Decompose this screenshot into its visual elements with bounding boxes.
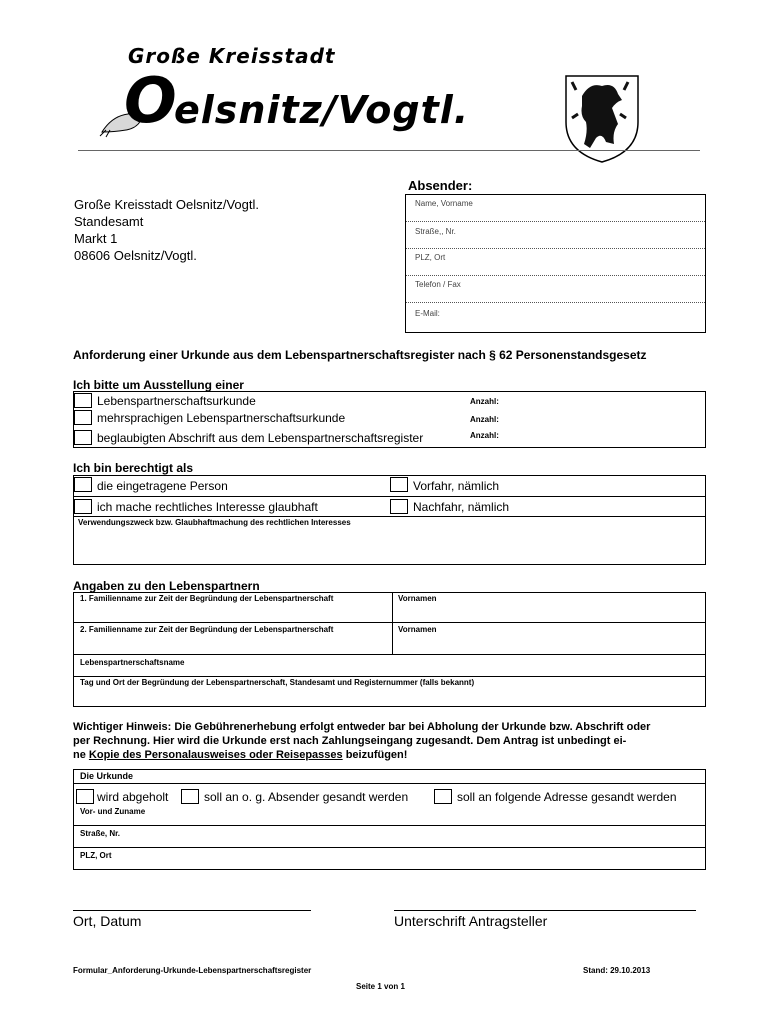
partner2-firstname-input[interactable] <box>398 636 698 651</box>
important-notice <box>73 720 706 762</box>
partner1-surname-input[interactable] <box>80 605 385 620</box>
partnership-name-label: Lebenspartnerschaftsname <box>80 658 185 667</box>
partners-heading: Angaben zu den Lebenspartnern <box>73 579 260 593</box>
logo-initial: O <box>124 64 177 137</box>
delivery-name-input[interactable] <box>170 806 700 822</box>
sender-street-input[interactable] <box>490 225 700 245</box>
place-date-input[interactable] <box>73 890 311 908</box>
id-copy-notice: Kopie des Personalausweises oder Reisepasses <box>88 749 343 761</box>
partner1-firstname-input[interactable] <box>398 605 698 620</box>
request-heading: Ich bitte um Ausstellung einer <box>73 378 244 392</box>
partner1-firstname-label: Vornamen <box>398 594 437 603</box>
partner1-surname-label: 1. Familienname zur Zeit der Begründung der Lebenspartnerschaft <box>80 594 334 603</box>
sender-city-label: PLZ, Ort <box>415 253 446 262</box>
entitlement-option: ich mache rechtliches Interesse glaubhaft <box>97 500 318 514</box>
delivery-street-label: Straße, Nr. <box>80 829 121 838</box>
sender-email-input[interactable] <box>490 306 700 326</box>
request-checkbox[interactable] <box>74 410 92 425</box>
footer-page: Seite 1 von 1 <box>356 982 405 991</box>
recipient-address <box>74 196 259 264</box>
delivery-city-label: PLZ, Ort <box>80 851 112 860</box>
footer-date: Stand: 29.10.2013 <box>583 966 651 975</box>
entitlement-heading: Ich bin berechtigt als <box>73 461 194 475</box>
sender-name-label: Name, Vorname <box>415 199 473 208</box>
delivery-checkbox[interactable] <box>434 789 452 804</box>
recipient-line: Markt 1 <box>74 231 118 246</box>
entitlement-option: die eingetragene Person <box>97 479 228 493</box>
recipient-line: Standesamt <box>74 214 144 229</box>
header-rule <box>78 150 700 151</box>
entitlement-option: Nachfahr, nämlich <box>413 500 510 514</box>
notice-line: Wichtiger Hinweis: Die Gebührenerhebung erfolgt entweder bar bei Abholung der Urkunde bzw. Abschrift oder <box>73 721 651 733</box>
recipient-line: Große Kreisstadt Oelsnitz/Vogtl. <box>74 197 259 212</box>
signature-label: Unterschrift Antragsteller <box>394 913 548 929</box>
delivery-option: soll an o. g. Absender gesandt werden <box>204 790 409 804</box>
delivery-city-input[interactable] <box>170 850 700 866</box>
sender-title: Absender: <box>408 178 473 193</box>
request-checkbox[interactable] <box>74 430 92 445</box>
entitlement-checkbox[interactable] <box>74 477 92 492</box>
notice-line: ne Kopie des Personalausweises oder Reisepasses beizufügen! <box>73 749 408 761</box>
sender-street-label: Straße,, Nr. <box>415 227 456 236</box>
sender-phone-input[interactable] <box>490 279 700 299</box>
entitlement-checkbox[interactable] <box>390 499 408 514</box>
entitlement-checkbox[interactable] <box>74 499 92 514</box>
purpose-label: Verwendungszweck bzw. Glaubhaftmachung des rechtlichen Interesses <box>78 518 351 527</box>
partner2-surname-label: 2. Familienname zur Zeit der Begründung der Lebenspartnerschaft <box>80 625 334 634</box>
delivery-heading: Die Urkunde <box>80 771 134 781</box>
request-item-label: mehrsprachigen Lebenspartnerschaftsurkunde <box>97 411 346 425</box>
partner2-surname-input[interactable] <box>80 636 385 651</box>
sender-phone-label: Telefon / Fax <box>415 280 461 289</box>
count-label: Anzahl: <box>470 397 499 406</box>
sender-city-input[interactable] <box>490 252 700 272</box>
footer-form-name: Formular_Anforderung-Urkunde-Lebenspartnerschaftsregister <box>73 966 312 975</box>
request-checkbox[interactable] <box>74 393 92 408</box>
count-input[interactable] <box>505 430 695 444</box>
notice-line: per Rechnung. Hier wird die Urkunde erst nach Zahlungseingang zugesandt. Dem Antrag ist unbedingt ei- <box>73 735 627 747</box>
delivery-option: wird abgeholt <box>97 790 169 804</box>
count-input[interactable] <box>505 412 695 426</box>
entitlement-option: Vorfahr, nämlich <box>413 479 500 493</box>
logo-large-text: elsnitz/Vogtl. <box>174 88 470 132</box>
place-date-line <box>73 910 311 911</box>
recipient-line: 08606 Oelsnitz/Vogtl. <box>74 248 197 263</box>
delivery-name-label: Vor- und Zuname <box>80 807 146 816</box>
sender-name-input[interactable] <box>490 198 700 218</box>
delivery-checkbox[interactable] <box>76 789 94 804</box>
count-label: Anzahl: <box>470 415 499 424</box>
logo <box>96 40 496 140</box>
request-item-label: beglaubigten Abschrift aus dem Lebenspartnerschaftsregister <box>97 431 424 445</box>
form-title: Anforderung einer Urkunde aus dem Lebenspartnerschaftsregister nach § 62 Personenstandsgesetz <box>73 348 647 362</box>
count-label: Anzahl: <box>470 431 499 440</box>
entitlement-checkbox[interactable] <box>390 477 408 492</box>
purpose-input[interactable] <box>78 532 698 560</box>
date-place-label: Tag und Ort der Begründung der Lebenspartnerschaft, Standesamt und Registernummer (falls bekannt) <box>80 678 475 687</box>
date-place-input[interactable] <box>80 689 700 705</box>
delivery-option: soll an folgende Adresse gesandt werden <box>457 790 677 804</box>
sender-email-label: E-Mail: <box>415 309 440 318</box>
request-item-label: Lebenspartnerschaftsurkunde <box>97 394 256 408</box>
delivery-street-input[interactable] <box>170 828 700 844</box>
signature-line <box>394 910 696 911</box>
partnership-name-input[interactable] <box>240 657 700 673</box>
partner2-firstname-label: Vornamen <box>398 625 437 634</box>
count-input[interactable] <box>505 394 695 408</box>
delivery-checkbox[interactable] <box>181 789 199 804</box>
logo-small-text: Große Kreisstadt <box>128 44 336 68</box>
place-date-label: Ort, Datum <box>73 913 142 929</box>
